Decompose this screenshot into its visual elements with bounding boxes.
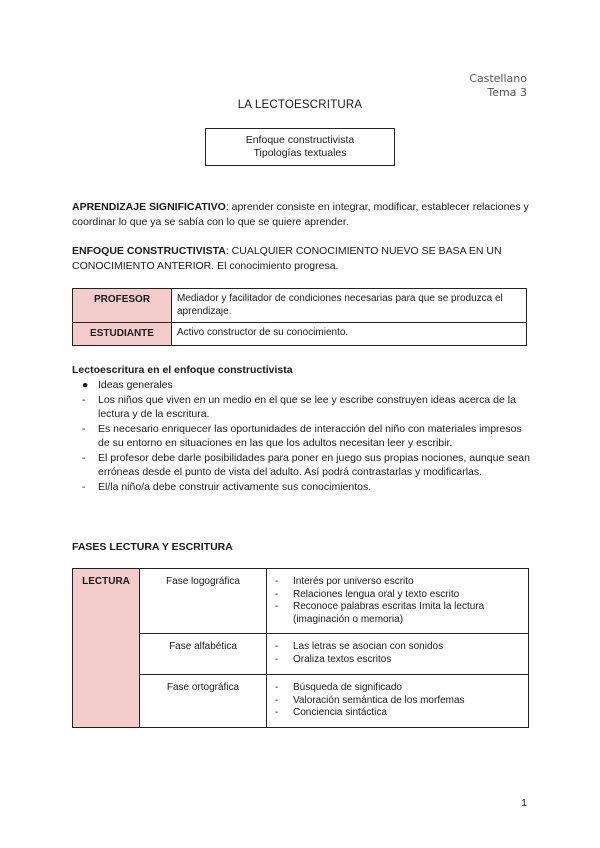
page-title: LA LECTOESCRITURA [237,99,363,111]
list-item: - Las letras se asocian con sonidos [275,641,444,652]
list-item: - Búsqueda de significado [275,682,402,693]
phase-item-text: Conciencia sintáctica [293,707,387,718]
enfoque-term: ENFOQUE CONSTRUCTIVISTA [72,245,226,257]
table-row [73,634,529,675]
phase-items [267,569,529,634]
phase-name: Fase alfabética [140,634,267,675]
role-label: ESTUDIANTE [73,323,172,346]
list-item [82,422,532,451]
dash-marker: - [82,393,86,406]
topic-item: Tipologías textuales [253,147,347,159]
list-item-text: Los niños que viven en un medio en el que se lee y escribe construyen ideas acerca de la lectura y de la escritura. [98,393,516,420]
dash-marker: - [82,422,86,435]
list-item: - Valoración semántica de los morfemas [275,694,465,706]
phases-heading: FASES LECTURA Y ESCRITURA [72,541,233,553]
role-description: Activo constructor de su conocimiento. [172,323,527,346]
phase-items [267,634,529,675]
table-row [73,569,529,634]
list-item-text: Ideas generales [98,379,173,391]
table-row [73,323,527,346]
list-item: - Conciencia sintáctica [275,707,387,718]
aprendizaje-paragraph [72,200,532,229]
phase-item-text: Búsqueda de significado [293,682,402,693]
topic-item: Enfoque constructivista [245,134,355,146]
list-item [82,451,532,480]
phase-item-text: Oraliza textos escritos [293,653,392,665]
lecto-list [82,378,532,494]
list-item: - Interés por universo escrito [275,576,414,587]
list-item-text: El/la niño/a debe construir activamente sus conocimientos. [98,480,372,493]
list-item [82,378,532,393]
phase-item-text: Valoración semántica de los morfemas [293,694,465,706]
dash-marker: - [82,451,86,464]
table-row [73,675,529,728]
list-item: - Reconoce palabras escritas Imita la lectura (imaginación o memoria) [275,601,485,625]
lecto-heading: Lectoescritura en el enfoque constructivista [72,364,293,376]
list-item [82,480,532,495]
list-item [82,393,532,422]
table-row [73,289,527,323]
list-item: - Oraliza textos escritos [275,653,392,665]
unit-name: Tema 3 [487,86,527,99]
list-item: - Relaciones lengua oral y texto escrito [275,588,460,600]
course-name: Castellano [469,72,527,85]
topics-box [205,128,395,166]
phase-item-text: Relaciones lengua oral y texto escrito [293,588,460,600]
phase-item-text: Interés por universo escrito [293,576,414,587]
role-label: PROFESOR [73,289,172,323]
phase-item-text: Las letras se asocian con sonidos [293,641,444,652]
bullet-marker: ● [82,379,89,391]
aprendizaje-text: : aprender consiste en integrar, modificar, establecer relaciones y coordinar lo que ya se sabía con lo que se quiere aprender. [72,201,529,228]
phase-name: Fase logográfica [140,569,267,634]
phases-table [72,568,529,728]
course-header [469,72,527,100]
phase-items [267,675,529,728]
page-number: 1 [521,797,527,809]
role-description: Mediador y facilitador de condiciones necesarias para que se produzca el aprendizaje. [172,289,527,323]
phase-item-text: Reconoce palabras escritas Imita la lectura (imaginación o memoria) [293,601,485,625]
list-item-text: Es necesario enriquecer las oportunidades de interacción del niño con materiales impresos de su entorno en situaciones en las que los adultos necesitan leer y escribir. [98,422,522,449]
enfoque-paragraph [72,244,532,273]
enfoque-text: : CUALQUIER CONOCIMIENTO NUEVO SE BASA EN UN CONOCIMIENTO ANTERIOR. El conocimiento progresa. [72,245,502,272]
dash-marker: - [82,480,86,493]
aprendizaje-term: APRENDIZAJE SIGNIFICATIVO [72,201,226,213]
list-item-text: El profesor debe darle posibilidades para poner en juego sus propias nociones, aunque sean erróneas desde el punto de vista del adulto. Así podrá contrastarlas y modificarlas. [98,451,530,478]
lectura-label: LECTURA [73,569,140,728]
roles-table [72,288,527,346]
phase-name: Fase ortográfica [140,675,267,728]
